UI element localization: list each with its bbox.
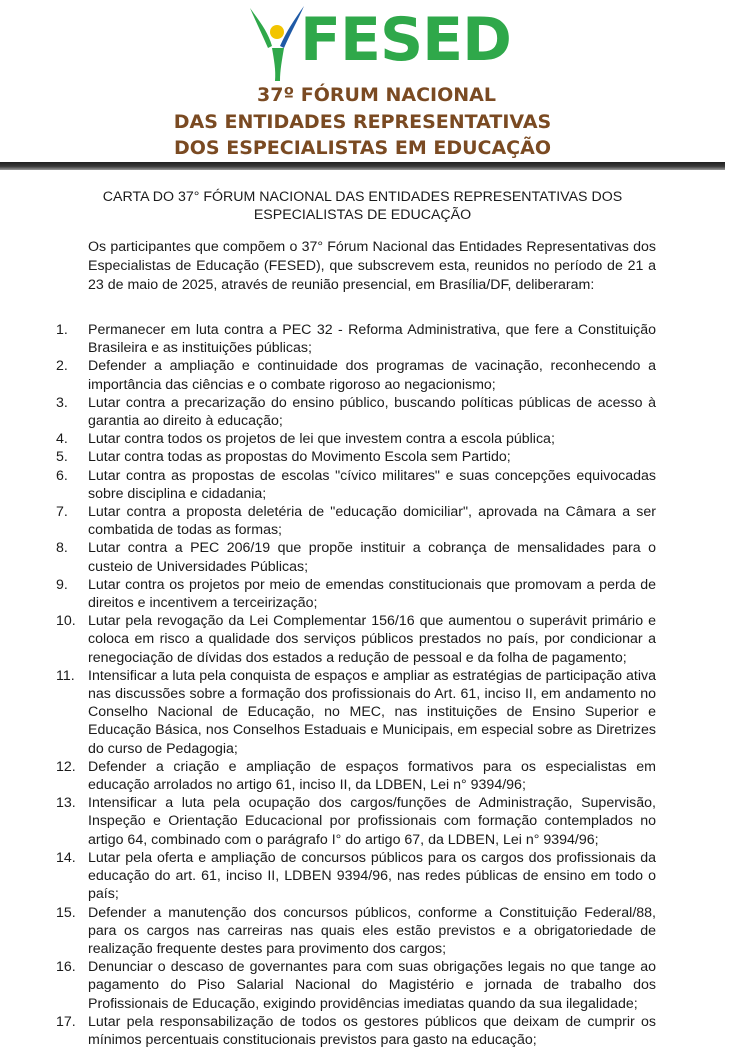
deliberations-list: [56, 321, 656, 1049]
item-text: Denunciar o descaso de governantes para com suas obrigações legais no que tange ao pagamento do Piso Salarial Nacional do Magistério e jornada de trabalho dos Profissionais de Educação, exigindo providências imediatas quando da sua ilegalidade;: [88, 959, 656, 1012]
item-text: Lutar contra todas as propostas do Movimento Escola sem Partido;: [88, 449, 511, 466]
list-item: [56, 321, 656, 357]
forum-name-line-3: DOS ESPECIALISTAS EM EDUCAÇÃO: [174, 137, 551, 159]
item-text: Lutar contra a precarização do ensino público, buscando políticas públicas de acesso à garantia ao direito à educação;: [88, 394, 656, 430]
item-text: Defender a manutenção dos concursos públicos, conforme a Constituição Federal/88, para os cargos nas carreiras nas quais eles estão previstos e a obrigatoriedade de realização frequente destes para provimento dos cargos;: [88, 904, 656, 957]
item-text: Lutar pela revogação da Lei Complementar 156/16 que aumentou o superávit primário e coloca em risco a qualidade dos serviços públicos prestados no país, por condicionar a renegociação de dívidas dos estados a redução de pessoal e da folha de pagamento;: [88, 613, 656, 666]
item-text: Lutar contra a proposta deletéria de "educação domiciliar", aprovada na Câmara a ser combatida de todas as formas;: [88, 504, 656, 539]
list-item: [56, 503, 656, 539]
item-number: 17.: [56, 1013, 76, 1030]
list-item: [56, 467, 656, 503]
list-item: [56, 794, 656, 849]
list-item: [56, 904, 656, 959]
item-number: 11.: [56, 667, 75, 684]
item-number: 1.: [56, 322, 68, 338]
item-number: 13.: [56, 795, 76, 812]
item-number: 5.: [56, 449, 68, 466]
item-number: 2.: [56, 358, 68, 375]
item-number: 6.: [56, 467, 68, 484]
list-item: [56, 758, 656, 794]
list-item: [56, 394, 656, 430]
document-title-line-2: ESPECIALISTAS DE EDUCAÇÃO: [253, 207, 472, 223]
item-text: Lutar contra a PEC 206/19 que propõe instituir a cobrança de mensalidades para o custeio de Universidades Públicas;: [88, 540, 656, 575]
item-text: Defender a ampliação e continuidade dos programas de vacinação, reconhecendo a importância das ciências e o combate rigoroso ao negacionismo;: [88, 358, 656, 393]
item-text: Lutar contra os projetos por meio de emendas constitucionais que promovam a perda de direitos e incentivem a terceirização;: [88, 576, 656, 612]
list-item: [56, 576, 656, 612]
item-number: 8.: [56, 540, 68, 557]
item-number: 3.: [56, 394, 68, 411]
forum-name-line-1: 37º FÓRUM NACIONAL: [257, 84, 496, 106]
item-number: 9.: [56, 576, 68, 593]
list-item: [56, 667, 656, 758]
item-text: Defender a criação e ampliação de espaços formativos para os especialistas em educação arrolados no artigo 61, inciso II, da LDBEN, Lei n° 9394/96;: [88, 758, 656, 794]
item-number: 4.: [56, 431, 68, 448]
list-item: [56, 430, 656, 448]
item-text: Intensificar a luta pela conquista de espaços e ampliar as estratégias de participação ativa nas discussões sobre a formação dos profissionais do Art. 61, inciso II, em andamento no Conselho Nacional de Educação, no MEC, nas instituições de Ensino Superior e Educação Básica, nos Conselhos Estaduais e Municipais, em especial sobre as Diretrizes do curso de Pedagogia;: [88, 667, 656, 757]
item-text: Intensificar a luta pela ocupação dos cargos/funções de Administração, Supervisão, Inspeção e Orientação Educacional por profissionais com formação contemplados no artigo 64, combinado com o parágrafo I° do artigo 67, da LDBEN, Lei n° 9394/96;: [88, 795, 656, 848]
item-number: 15.: [56, 904, 76, 921]
list-item: [56, 539, 656, 575]
list-item: [56, 958, 656, 1013]
item-number: 16.: [56, 959, 76, 976]
list-item: [56, 448, 656, 466]
intro-paragraph: Os participantes que compõem o 37° Fórum Nacional das Entidades Representativas dos Especialistas de Educação (FESED), que subscrevem esta, reunidos no período de 21 a 23 de maio de 2025, através de reunião presencial, em Brasília/DF, deliberaram:: [88, 239, 656, 293]
item-text: Lutar pela oferta e ampliação de concursos públicos para os cargos dos profissionais da educação do art. 61, inciso II, LDBEN 9394/96, nas redes públicas de ensino em todo o país;: [88, 849, 656, 903]
item-text: Permanecer em luta contra a PEC 32 - Reforma Administrativa, que fere a Constituição Brasileira e as instituições públicas;: [88, 322, 656, 357]
item-text: Lutar contra todos os projetos de lei que investem contra a escola pública;: [88, 431, 555, 448]
item-text: Lutar pela responsabilização de todos os gestores públicos que deixam de cumprir os mínimos percentuais constitucionais previstos para gasto na educação;: [88, 1013, 656, 1048]
list-item: [56, 357, 656, 393]
list-item: [56, 849, 656, 904]
item-text: Lutar contra as propostas de escolas "cívico militares" e suas concepções equivocadas sobre disciplina e cidadania;: [88, 467, 656, 502]
item-number: 7.: [56, 504, 68, 521]
document-title-line-1: CARTA DO 37° FÓRUM NACIONAL DAS ENTIDADES REPRESENTATIVAS DOS: [102, 189, 623, 205]
item-number: 10.: [56, 613, 76, 630]
forum-name-line-2: DAS ENTIDADES REPRESENTATIVAS: [173, 111, 552, 133]
list-item: [56, 612, 656, 667]
letterhead: [0, 0, 725, 170]
list-item: [56, 1013, 656, 1049]
item-number: 12.: [56, 758, 76, 775]
header-divider: [0, 162, 725, 170]
item-number: 14.: [56, 849, 76, 866]
fesed-logo-wordmark: FESED: [300, 5, 511, 75]
document-title: [60, 188, 665, 224]
